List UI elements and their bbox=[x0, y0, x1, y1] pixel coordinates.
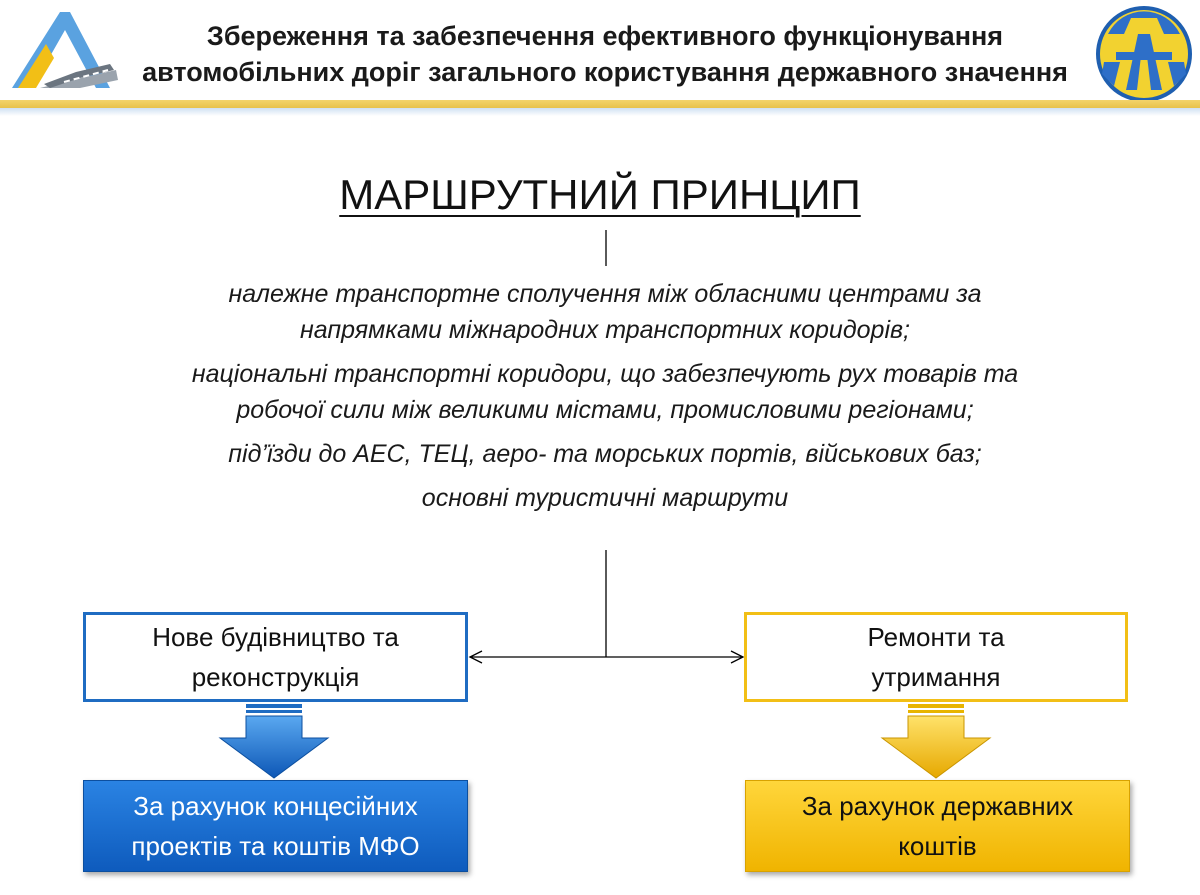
box-label: Ремонти та bbox=[867, 622, 1005, 652]
principle-line: під’їзди до АЕС, ТЕЦ, аеро- та морських портів, військових баз; bbox=[228, 440, 982, 468]
header-divider-gold bbox=[0, 100, 1200, 108]
concession-funding-box bbox=[83, 780, 468, 872]
principle-line: належне транспортне сполучення між обласними центрами за bbox=[228, 280, 982, 308]
box-label: За рахунок концесійних bbox=[133, 791, 418, 821]
page-title: МАРШРУТНИЙ ПРИНЦИП bbox=[339, 171, 861, 218]
box-label: утримання bbox=[871, 662, 1001, 692]
principle-line: національні транспортні коридори, що забезпечують рух товарів та bbox=[191, 360, 1019, 388]
header-title bbox=[110, 18, 1100, 90]
principle-item bbox=[60, 276, 1150, 348]
principle-line: основні туристичні маршрути bbox=[421, 484, 789, 512]
principle-item bbox=[60, 436, 1150, 472]
state-funding-box bbox=[745, 780, 1130, 872]
arrowhead-right-icon bbox=[731, 651, 743, 663]
principle-line: напрямками міжнародних транспортних коридорів; bbox=[299, 316, 911, 344]
header-title-line1: Збереження та забезпечення ефективного функціонування bbox=[206, 21, 1004, 51]
arrow-down-blue-icon bbox=[218, 704, 330, 780]
box-label: реконструкція bbox=[191, 662, 360, 692]
principle-line: робочої сили між великими містами, промисловими регіонами; bbox=[236, 396, 974, 424]
principle-item bbox=[60, 480, 1150, 516]
road-triangle-logo-icon bbox=[10, 8, 122, 94]
arrow-down-gold-icon bbox=[880, 704, 992, 780]
box-label: Нове будівництво та bbox=[152, 622, 399, 652]
arrowhead-left-icon bbox=[470, 651, 482, 663]
box-label: коштів bbox=[898, 831, 977, 861]
box-label: проектів та коштів МФО bbox=[131, 831, 420, 861]
principles-list bbox=[60, 276, 1150, 524]
road-emblem-icon bbox=[1094, 4, 1194, 104]
repairs-box bbox=[744, 612, 1128, 702]
new-construction-box bbox=[83, 612, 468, 702]
header-title-line2: автомобільних доріг загального користування державного значення bbox=[142, 57, 1068, 87]
principle-item bbox=[60, 356, 1150, 428]
box-label: За рахунок державних bbox=[801, 791, 1074, 821]
header-divider-blue bbox=[0, 108, 1200, 116]
